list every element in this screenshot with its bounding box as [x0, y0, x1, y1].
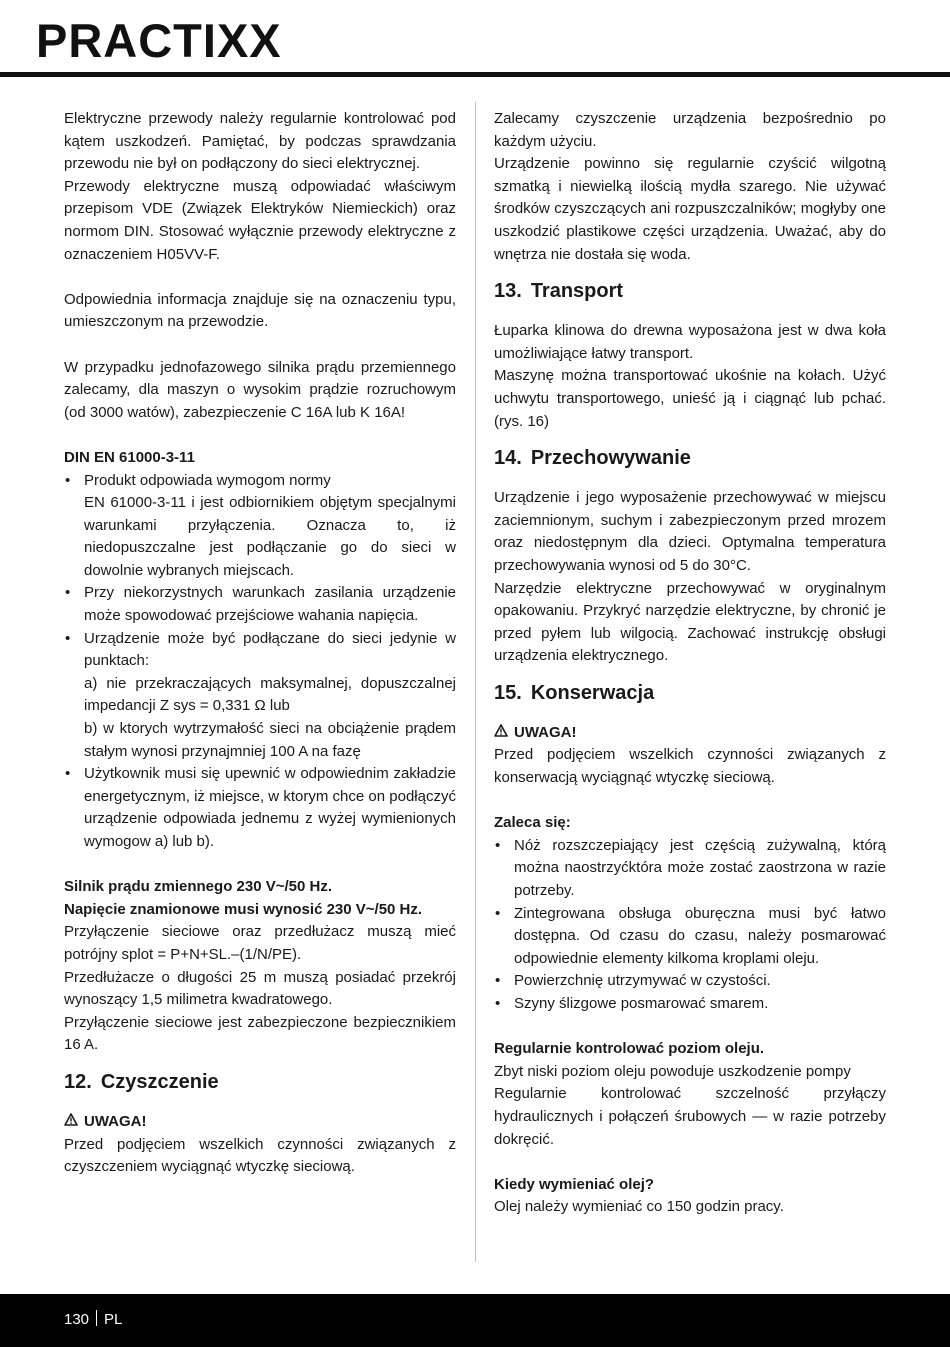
oil-level-heading: Regularnie kontrolować poziom oleju. — [494, 1040, 765, 1058]
list-item: • Szyny ślizgowe posmarować smarem. — [494, 993, 886, 1016]
section-heading-15 — [494, 668, 886, 722]
page-footer — [0, 1294, 950, 1347]
spacer — [64, 854, 456, 877]
recommendations-list — [494, 835, 886, 1016]
din-bullet-list — [64, 470, 456, 854]
section-number: 15. — [494, 681, 522, 704]
list-item: • Zintegrowana obsługa oburęczna musi być łatwo dostępna. Od czasu do czasu, należy posmarować odpowiednie elementy kilkoma kroplami oleju. — [494, 903, 886, 971]
recommendations-heading: Zaleca się: — [494, 814, 571, 832]
list-item-text: • Produkt odpowiada wymogom normy — [84, 471, 331, 489]
language-code: PL — [104, 1311, 123, 1328]
section-title: Konserwacja — [530, 681, 655, 704]
warning-label — [64, 1111, 456, 1134]
section-heading-14 — [494, 433, 886, 487]
section-heading-12 — [64, 1057, 456, 1111]
section-title: Przechowywanie — [530, 447, 691, 470]
din-heading: DIN EN 61000-3-11 — [64, 448, 195, 466]
warning-triangle-icon — [64, 1111, 80, 1134]
paragraph: Przyłączenie sieciowe oraz przedłużacz muszą mieć potrójny splot = P+N+SL.–(1/N/PE). — [64, 923, 456, 963]
spacer — [494, 790, 886, 813]
section-number: 13. — [494, 280, 522, 303]
right-column — [494, 108, 886, 1219]
header-rule — [0, 72, 950, 77]
section-number: 14. — [494, 447, 522, 470]
warning-label — [494, 722, 886, 745]
motor-spec: Silnik prądu zmiennego 230 V~/50 Hz. — [64, 878, 333, 896]
section-title: Transport — [530, 280, 624, 303]
paragraph: Przed podjęciem wszelkich czynności związanych z konserwacją wyciągnąć wtyczkę sieciową. — [494, 746, 886, 787]
voltage-spec: Napięcie znamionowe musi wynosić 230 V~/50 Hz. — [64, 900, 423, 918]
spacer — [64, 424, 456, 447]
list-item: • Przy niekorzystnych warunkach zasilania urządzenie może spowodować przejściowe wahania napięcia. — [64, 582, 456, 627]
section-title: Czyszczenie — [100, 1070, 219, 1093]
paragraph: Olej należy wymieniać co 150 godzin pracy. — [494, 1198, 784, 1216]
spacer — [494, 1151, 886, 1174]
practixx-logo — [36, 10, 332, 73]
paragraph: Przed podjęciem wszelkich czynności związanych z czyszczeniem wyciągnąć wtyczkę sieciową. — [64, 1135, 456, 1176]
spacer — [494, 1016, 886, 1039]
list-item-text: • Urządzenie może być podłączane do sieci jedynie w punktach: — [84, 629, 456, 670]
paragraph: Regularnie kontrolować szczelność przyłączy hydraulicznych i połączeń śrubowych — w razie potrzeby dokręcić. — [494, 1085, 886, 1148]
oil-change-heading: Kiedy wymieniać olej? — [494, 1175, 655, 1193]
paragraph: Przyłączenie sieciowe jest zabezpieczone bezpiecznikiem 16 A. — [64, 1013, 456, 1054]
warning-triangle-icon — [494, 722, 510, 745]
list-item — [64, 628, 456, 764]
list-item — [64, 470, 456, 583]
paragraph: Urządzenie powinno się regularnie czyścić wilgotną szmatką i niewielką ilością mydła szarego. Nie używać środków czyszczących ani rozpuszczalników; mogłyby one uszkodzić plastikowe części urządzenia. Uważać, aby do wnętrza nie dostała się woda. — [494, 155, 886, 263]
left-column — [64, 108, 456, 1179]
list-item-text: b) w ktorych wytrzymałość sieci na obciążenie prądem stałym wynosi przynajmniej 100 A na fazę — [84, 720, 456, 760]
paragraph: Przewody elektryczne muszą odpowiadać właściwym przepisom VDE (Związek Elektryków Niemieckich) oraz normom DIN. Stosować wyłącznie przewody elektryczne z oznaczeniem H05VV-F. — [64, 177, 456, 263]
section-number: 12. — [64, 1070, 92, 1093]
list-item: • Powierzchnię utrzymywać w czystości. — [494, 970, 886, 993]
warning-text: UWAGA! — [84, 1112, 147, 1130]
warning-text: UWAGA! — [514, 723, 577, 741]
list-item-text: EN 61000-3-11 i jest odbiornikiem objętym specjalnymi warunkami przyłączenia. Oznacza to, iż niedopuszczalne jest podłączanie go do sieci w dowolnie wybranych miejscach. — [84, 494, 456, 579]
paragraph: Zbyt niski poziom oleju powoduje uszkodzenie pompy — [494, 1062, 851, 1080]
spacer — [64, 334, 456, 357]
list-item: • Użytkownik musi się upewnić w odpowiednim zakładzie energetycznym, iż miejsce, w ktorym chce on podłączyć urządzenie odpowiada jednemu z wyżej wymienionych wymogow a) lub b). — [64, 763, 456, 853]
brand-logo-graphic — [36, 10, 332, 68]
spacer — [64, 266, 456, 289]
footer-pagination — [64, 1310, 122, 1330]
paragraph: Przedłużacze o długości 25 m muszą posiadać przekrój wynoszący 1,5 milimetra kwadratowego. — [64, 968, 456, 1009]
list-item: • Nóż rozszczepiający jest częścią zużywalną, którą można naostrzyćktóra może zostać zaostrzona w razie potrzeby. — [494, 835, 886, 903]
paragraph: Maszynę można transportować ukośnie na kołach. Użyć uchwytu transportowego, unieść ją i ciągnąć lub pchać. (rys. 16) — [494, 367, 886, 430]
paragraph: Łuparka klinowa do drewna wyposażona jest w dwa koła umożliwiające łatwy transport. — [494, 322, 886, 362]
section-heading-13 — [494, 266, 886, 320]
paragraph: Urządzenie i jego wyposażenie przechowywać w miejscu zaciemnionym, suchym i zabezpieczonym przed mrozem oraz niedostępnym dla dzieci. Optymalna temperatura przechowywania wynosi od 5 do 30°C. — [494, 489, 886, 574]
paragraph: Zalecamy czyszczenie urządzenia bezpośrednio po każdym użyciu. — [494, 110, 886, 150]
paragraph: Odpowiednia informacja znajduje się na oznaczeniu typu, umieszczonym na przewodzie. — [64, 290, 456, 331]
list-item-text: a) nie przekraczających maksymalnej, dopuszczalnej impedancji Z sys = 0,331 Ω lub — [84, 674, 456, 715]
footer-separator — [96, 1310, 97, 1326]
column-divider — [475, 102, 476, 1262]
paragraph: Elektryczne przewody należy regularnie kontrolować pod kątem uszkodzeń. Pamiętać, by podczas sprawdzania przewodu nie był on podłączony do sieci elektrycznej. — [64, 110, 456, 173]
page-header — [0, 0, 950, 78]
paragraph: W przypadku jednofazowego silnika prądu przemiennego zalecamy, dla maszyn o wysokim prądzie rozruchowym (od 3000 watów), zabezpieczenie C 16A lub K 16A! — [64, 358, 456, 421]
paragraph: Narzędzie elektryczne przechowywać w oryginalnym opakowaniu. Przykryć narzędzie elektryczne, by chronić je przed pyłem lub wilgocią. Zachować instrukcję obsługi urządzenia elektrycznego. — [494, 579, 886, 665]
page-number: 130 — [64, 1311, 90, 1328]
brand-wordmark: PRACTIXX — [36, 14, 282, 67]
